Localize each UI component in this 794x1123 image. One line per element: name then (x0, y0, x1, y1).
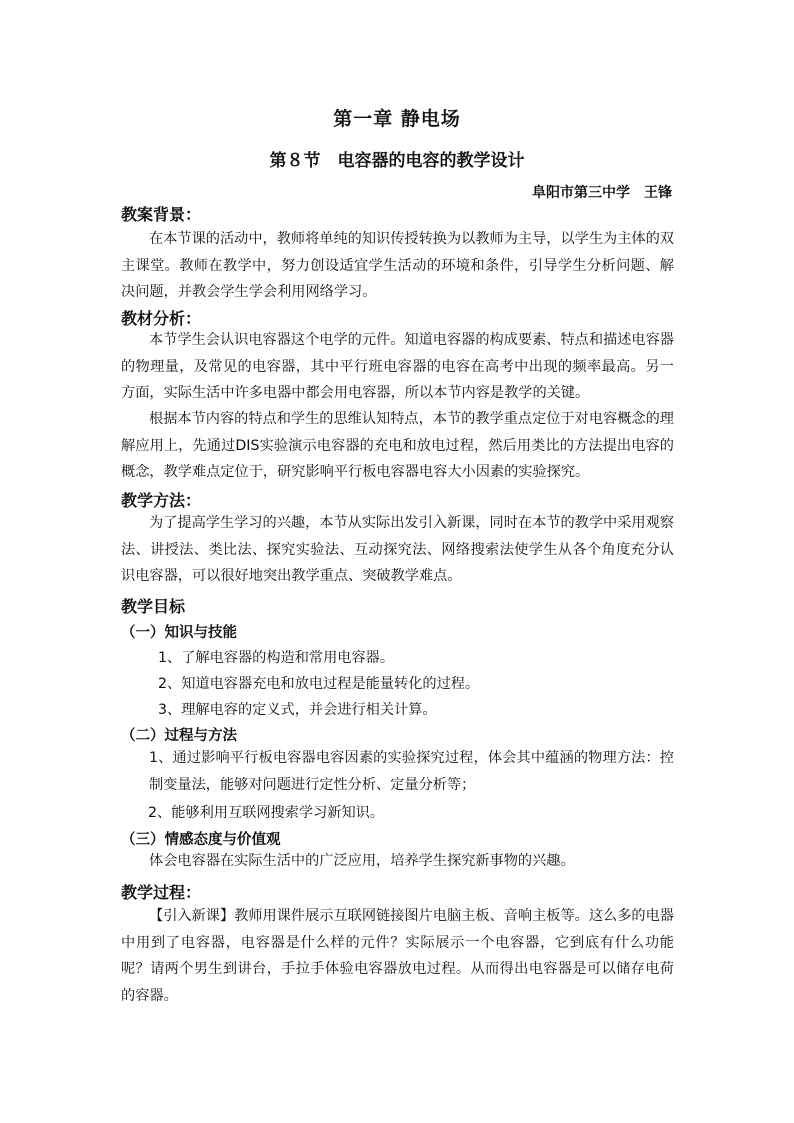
process-method-item-2: 2、能够利用互联网搜索学习新知识。 (148, 805, 385, 821)
analysis-paragraph-1: 本节学生会认识电容器这个电学的元件。知道电容器的构成要素、特点和描述电容器的物理量，及常见的电容器，其中平行班电容器的电容在高考中出现的频率最高。另一方面，实际生活中许多电器中都会用电容器，所以本节内容是教学的关键。 (121, 332, 674, 402)
analysis-paragraph-2: 根据本节内容的特点和学生的思维认知特点，本节的教学重点定位于对电容概念的理解应用上，先通过DIS实验演示电容器的充电和放电过程，然后用类比的方法提出电容的概念，教学难点定位于，研究影响平行板电容器电容大小因素的实验探究。 (121, 411, 674, 481)
teaching-process-paragraph (121, 903, 674, 1009)
heading-methods: 教学方法： (121, 491, 202, 510)
knowledge-item-2: 2、知道电容器充电和放电过程是能量转化的过程。 (158, 676, 480, 692)
section-title: 第８节 电容器的电容的教学设计 (269, 151, 525, 171)
author-line: 阜阳市第三中学 王锋 (532, 185, 672, 201)
methods-paragraph: 为了提高学生学习的兴趣，本节从实际出发引入新课，同时在本节的教学中采用观察法、讲授法、类比法、探究实验法、互动探究法、网络搜索法使学生从各个角度充分认识电容器，可以很好地突出教学重点、突破教学难点。 (121, 515, 674, 585)
subheading-knowledge: （一）知识与技能 (121, 625, 237, 641)
intro-lead-text: 【引入新课】教师用课件展示互联网链接图片电脑主板、音响主板等。 (149, 908, 589, 924)
attitude-paragraph: 体会电容器在实际生活中的广泛应用，培养学生探究新事物的兴趣。 (149, 853, 575, 869)
heading-goals: 教学目标 (121, 597, 186, 616)
subheading-process-method: （二）过程与方法 (121, 728, 237, 744)
subheading-attitude: （三）情感态度与价值观 (121, 832, 281, 848)
background-paragraph: 在本节课的活动中，教师将单纯的知识传授转换为以教师为主导，以学生为主体的双主课堂。教师在教学中，努力创设适宜学生活动的环境和条件，引导学生分析问题、解决问题，并教会学生学会利用网络学习。 (121, 231, 674, 301)
heading-analysis: 教材分析： (121, 309, 202, 328)
heading-background: 教案背景： (121, 205, 202, 224)
knowledge-item-1: 1、了解电容器的构造和常用电容器。 (158, 650, 395, 666)
intro-body-text: 这么多的电器中用到了电容器，电容器是什么样的元件？实际展示一个电容器，它到底有什么功能呢？请两个男生到讲台，手拉手体验电容器放电过程。从而得出电容器是可以储存电荷的容器。 (121, 908, 674, 1004)
process-method-item-1: 1、通过影响平行板电容器电容因素的实验探究过程，体会其中蕴涵的物理方法：控制变量法，能够对问题进行定性分析、定量分析等； (149, 750, 674, 793)
knowledge-item-3: 3、理解电容的定义式，并会进行相关计算。 (158, 702, 437, 718)
chapter-title: 第一章 静电场 (333, 108, 461, 130)
heading-teaching-process: 教学过程： (121, 883, 202, 902)
